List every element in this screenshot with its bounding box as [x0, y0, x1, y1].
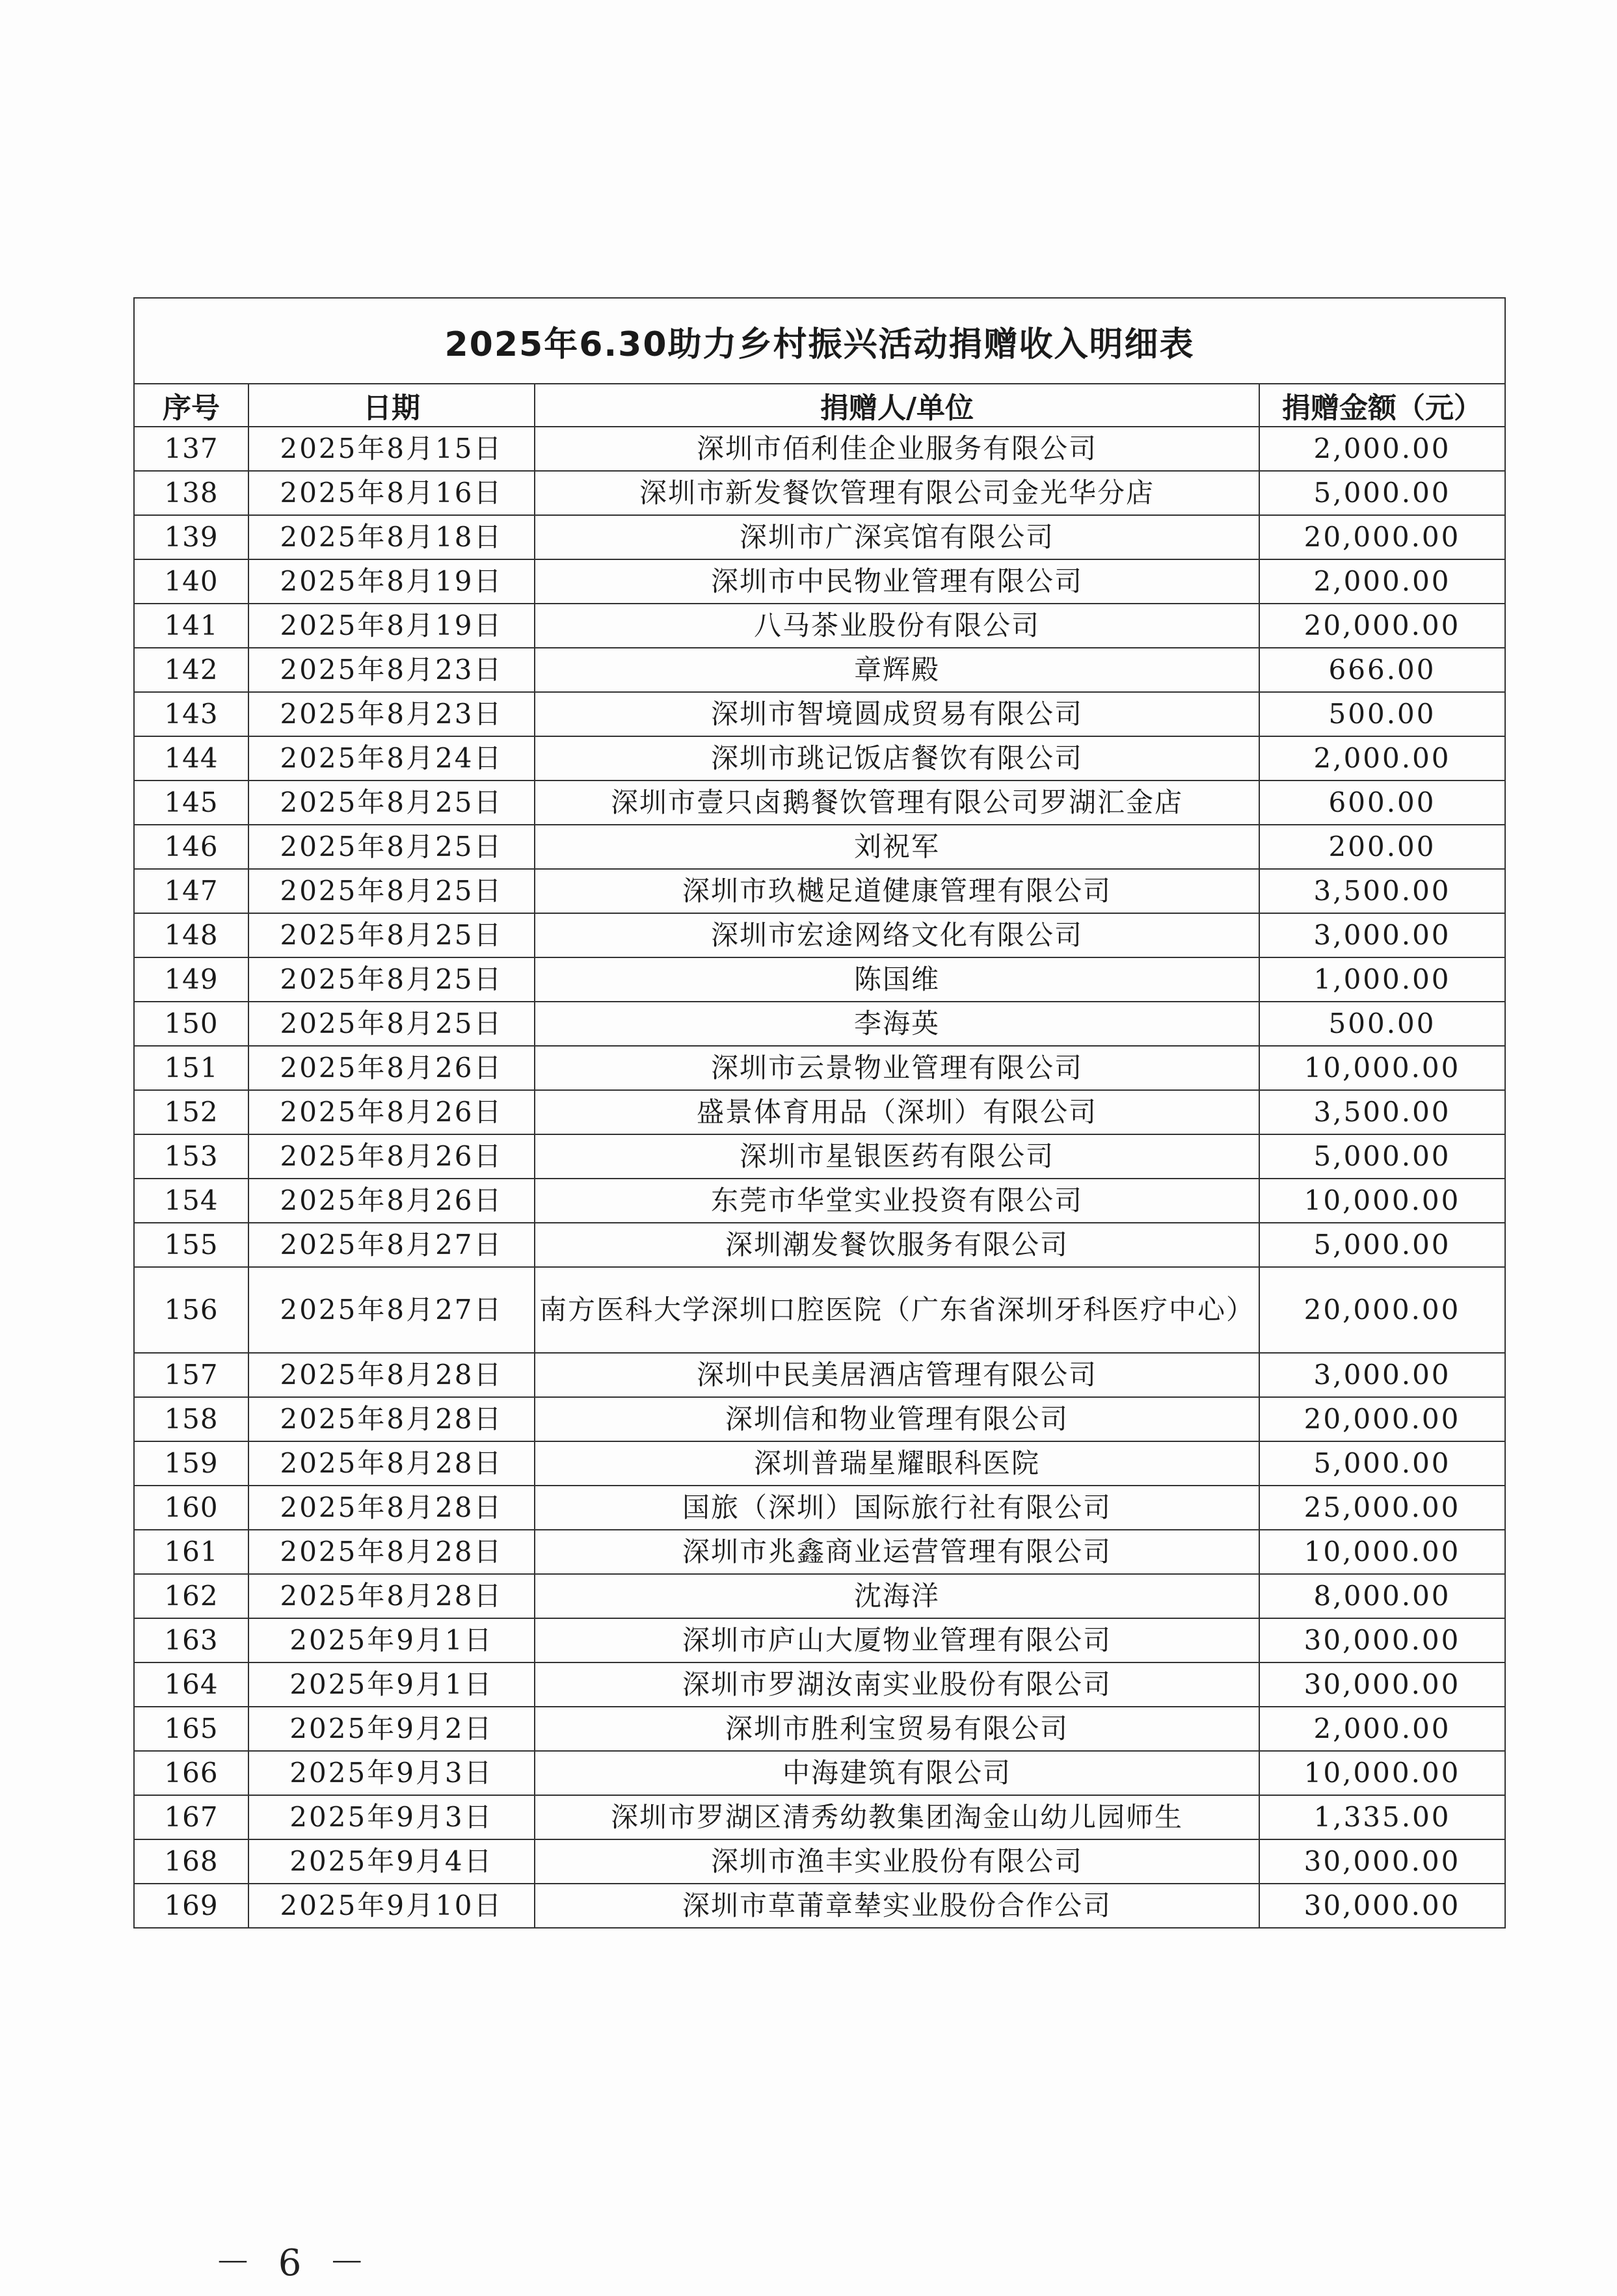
row-donor-cell: 章辉殿 — [535, 648, 1259, 692]
row-seq-cell: 167 — [134, 1795, 248, 1839]
donation-income-table — [133, 297, 1506, 1929]
row-seq-cell: 159 — [134, 1441, 248, 1486]
row-donor-cell: 深圳市智境圆成贸易有限公司 — [535, 692, 1259, 736]
row-seq-cell: 149 — [134, 957, 248, 1002]
row-donor-cell: 陈国维 — [535, 957, 1259, 1002]
row-amount-cell: 600.00 — [1259, 781, 1505, 825]
table-row — [134, 1751, 1505, 1795]
row-amount-cell: 3,000.00 — [1259, 1353, 1505, 1397]
table-row — [134, 1353, 1505, 1397]
row-amount-cell: 10,000.00 — [1259, 1046, 1505, 1090]
table-row — [134, 1662, 1505, 1707]
row-seq-cell: 166 — [134, 1751, 248, 1795]
row-amount-cell: 3,000.00 — [1259, 913, 1505, 957]
row-seq-cell: 143 — [134, 692, 248, 736]
table-row — [134, 1441, 1505, 1486]
row-seq-cell: 145 — [134, 781, 248, 825]
row-seq-cell: 139 — [134, 515, 248, 559]
row-donor-cell: 深圳市渔丰实业股份有限公司 — [535, 1839, 1259, 1884]
table-row — [134, 957, 1505, 1002]
row-amount-cell: 3,500.00 — [1259, 1090, 1505, 1134]
row-date-cell: 2025年9月3日 — [248, 1751, 535, 1795]
row-seq-cell: 165 — [134, 1707, 248, 1751]
row-seq-cell: 142 — [134, 648, 248, 692]
row-date-cell: 2025年8月15日 — [248, 427, 535, 471]
row-amount-cell: 5,000.00 — [1259, 1441, 1505, 1486]
row-amount-cell: 20,000.00 — [1259, 1267, 1505, 1353]
row-date-cell: 2025年8月27日 — [248, 1267, 535, 1353]
table-row — [134, 427, 1505, 471]
row-seq-cell: 147 — [134, 869, 248, 913]
row-amount-cell: 30,000.00 — [1259, 1618, 1505, 1662]
table-body — [134, 427, 1505, 1928]
row-donor-cell: 深圳市中民物业管理有限公司 — [535, 559, 1259, 604]
table-title: 2025年6.30助力乡村振兴活动捐赠收入明细表 — [134, 298, 1505, 384]
table-row — [134, 869, 1505, 913]
row-amount-cell: 200.00 — [1259, 825, 1505, 869]
header-seq: 序号 — [134, 384, 248, 427]
row-donor-cell: 深圳普瑞星耀眼科医院 — [535, 1441, 1259, 1486]
row-donor-cell: 深圳市胜利宝贸易有限公司 — [535, 1707, 1259, 1751]
row-date-cell: 2025年8月28日 — [248, 1574, 535, 1618]
row-donor-cell: 李海英 — [535, 1002, 1259, 1046]
row-date-cell: 2025年8月26日 — [248, 1179, 535, 1223]
table-row — [134, 1134, 1505, 1179]
header-date: 日期 — [248, 384, 535, 427]
row-date-cell: 2025年9月1日 — [248, 1618, 535, 1662]
row-date-cell: 2025年8月25日 — [248, 957, 535, 1002]
table-row — [134, 692, 1505, 736]
row-donor-cell: 深圳市兆鑫商业运营管理有限公司 — [535, 1530, 1259, 1574]
table-row — [134, 515, 1505, 559]
row-amount-cell: 20,000.00 — [1259, 1397, 1505, 1441]
row-date-cell: 2025年8月25日 — [248, 869, 535, 913]
row-donor-cell: 深圳市草莆章辇实业股份合作公司 — [535, 1884, 1259, 1928]
table-row — [134, 1046, 1505, 1090]
donation-table-container — [133, 297, 1504, 1929]
row-amount-cell: 20,000.00 — [1259, 515, 1505, 559]
row-seq-cell: 153 — [134, 1134, 248, 1179]
table-row — [134, 1397, 1505, 1441]
row-donor-cell: 深圳市玖樾足道健康管理有限公司 — [535, 869, 1259, 913]
row-date-cell: 2025年8月16日 — [248, 471, 535, 515]
row-amount-cell: 2,000.00 — [1259, 1707, 1505, 1751]
table-row — [134, 1707, 1505, 1751]
row-donor-cell: 沈海洋 — [535, 1574, 1259, 1618]
row-seq-cell: 138 — [134, 471, 248, 515]
row-donor-cell: 盛景体育用品（深圳）有限公司 — [535, 1090, 1259, 1134]
row-donor-cell: 深圳市佰利佳企业服务有限公司 — [535, 427, 1259, 471]
row-donor-cell: 国旅（深圳）国际旅行社有限公司 — [535, 1486, 1259, 1530]
row-seq-cell: 157 — [134, 1353, 248, 1397]
row-amount-cell: 5,000.00 — [1259, 1134, 1505, 1179]
row-seq-cell: 169 — [134, 1884, 248, 1928]
row-date-cell: 2025年8月23日 — [248, 648, 535, 692]
row-date-cell: 2025年8月18日 — [248, 515, 535, 559]
row-date-cell: 2025年9月4日 — [248, 1839, 535, 1884]
row-donor-cell: 深圳市广深宾馆有限公司 — [535, 515, 1259, 559]
table-row — [134, 1090, 1505, 1134]
row-date-cell: 2025年8月25日 — [248, 781, 535, 825]
row-seq-cell: 160 — [134, 1486, 248, 1530]
row-date-cell: 2025年9月1日 — [248, 1662, 535, 1707]
page-number: － 6 － — [215, 2242, 373, 2284]
row-amount-cell: 500.00 — [1259, 692, 1505, 736]
table-row — [134, 1530, 1505, 1574]
row-donor-cell: 八马茶业股份有限公司 — [535, 604, 1259, 648]
row-donor-cell: 深圳市宏途网络文化有限公司 — [535, 913, 1259, 957]
row-seq-cell: 140 — [134, 559, 248, 604]
row-date-cell: 2025年8月27日 — [248, 1223, 535, 1267]
table-row — [134, 1574, 1505, 1618]
row-amount-cell: 30,000.00 — [1259, 1662, 1505, 1707]
row-date-cell: 2025年8月25日 — [248, 825, 535, 869]
table-row — [134, 559, 1505, 604]
table-row — [134, 825, 1505, 869]
table-row — [134, 1839, 1505, 1884]
row-amount-cell: 2,000.00 — [1259, 559, 1505, 604]
row-donor-cell: 深圳市新发餐饮管理有限公司金光华分店 — [535, 471, 1259, 515]
row-donor-cell: 中海建筑有限公司 — [535, 1751, 1259, 1795]
row-donor-cell: 深圳信和物业管理有限公司 — [535, 1397, 1259, 1441]
row-date-cell: 2025年8月19日 — [248, 604, 535, 648]
table-row — [134, 1795, 1505, 1839]
row-date-cell: 2025年8月23日 — [248, 692, 535, 736]
row-date-cell: 2025年8月28日 — [248, 1530, 535, 1574]
table-row — [134, 1884, 1505, 1928]
table-row — [134, 1223, 1505, 1267]
row-amount-cell: 500.00 — [1259, 1002, 1505, 1046]
row-donor-cell: 深圳市珧记饭店餐饮有限公司 — [535, 736, 1259, 781]
row-seq-cell: 151 — [134, 1046, 248, 1090]
table-row — [134, 1267, 1505, 1353]
row-seq-cell: 162 — [134, 1574, 248, 1618]
row-amount-cell: 666.00 — [1259, 648, 1505, 692]
row-donor-cell: 深圳潮发餐饮服务有限公司 — [535, 1223, 1259, 1267]
row-amount-cell: 3,500.00 — [1259, 869, 1505, 913]
row-amount-cell: 10,000.00 — [1259, 1530, 1505, 1574]
row-donor-cell: 深圳市壹只卤鹅餐饮管理有限公司罗湖汇金店 — [535, 781, 1259, 825]
row-seq-cell: 156 — [134, 1267, 248, 1353]
row-date-cell: 2025年9月2日 — [248, 1707, 535, 1751]
row-amount-cell: 30,000.00 — [1259, 1884, 1505, 1928]
table-row — [134, 913, 1505, 957]
row-seq-cell: 168 — [134, 1839, 248, 1884]
row-date-cell: 2025年8月19日 — [248, 559, 535, 604]
row-seq-cell: 150 — [134, 1002, 248, 1046]
row-seq-cell: 137 — [134, 427, 248, 471]
header-donor: 捐赠人/单位 — [535, 384, 1259, 427]
row-date-cell: 2025年8月25日 — [248, 913, 535, 957]
row-donor-cell: 深圳市罗湖汝南实业股份有限公司 — [535, 1662, 1259, 1707]
row-amount-cell: 5,000.00 — [1259, 471, 1505, 515]
row-donor-cell: 深圳中民美居酒店管理有限公司 — [535, 1353, 1259, 1397]
row-amount-cell: 10,000.00 — [1259, 1751, 1505, 1795]
row-date-cell: 2025年9月3日 — [248, 1795, 535, 1839]
row-seq-cell: 146 — [134, 825, 248, 869]
table-row — [134, 648, 1505, 692]
header-amount: 捐赠金额（元） — [1259, 384, 1505, 427]
row-seq-cell: 144 — [134, 736, 248, 781]
table-row — [134, 1002, 1505, 1046]
row-date-cell: 2025年9月10日 — [248, 1884, 535, 1928]
table-row — [134, 1486, 1505, 1530]
table-row — [134, 1618, 1505, 1662]
row-donor-cell: 南方医科大学深圳口腔医院（广东省深圳牙科医疗中心） — [535, 1267, 1259, 1353]
table-header-row — [134, 384, 1505, 427]
table-row — [134, 604, 1505, 648]
row-amount-cell: 2,000.00 — [1259, 736, 1505, 781]
row-seq-cell: 148 — [134, 913, 248, 957]
row-date-cell: 2025年8月26日 — [248, 1090, 535, 1134]
row-date-cell: 2025年8月26日 — [248, 1134, 535, 1179]
row-amount-cell: 25,000.00 — [1259, 1486, 1505, 1530]
row-seq-cell: 164 — [134, 1662, 248, 1707]
row-seq-cell: 158 — [134, 1397, 248, 1441]
row-donor-cell: 深圳市罗湖区清秀幼教集团淘金山幼儿园师生 — [535, 1795, 1259, 1839]
table-row — [134, 736, 1505, 781]
row-donor-cell: 深圳市云景物业管理有限公司 — [535, 1046, 1259, 1090]
row-amount-cell: 8,000.00 — [1259, 1574, 1505, 1618]
row-date-cell: 2025年8月28日 — [248, 1441, 535, 1486]
row-seq-cell: 141 — [134, 604, 248, 648]
row-donor-cell: 刘祝军 — [535, 825, 1259, 869]
row-seq-cell: 161 — [134, 1530, 248, 1574]
row-date-cell: 2025年8月28日 — [248, 1486, 535, 1530]
row-date-cell: 2025年8月24日 — [248, 736, 535, 781]
row-seq-cell: 152 — [134, 1090, 248, 1134]
table-row — [134, 781, 1505, 825]
row-seq-cell: 154 — [134, 1179, 248, 1223]
row-seq-cell: 155 — [134, 1223, 248, 1267]
table-title-row — [134, 298, 1505, 384]
row-date-cell: 2025年8月28日 — [248, 1397, 535, 1441]
row-amount-cell: 1,335.00 — [1259, 1795, 1505, 1839]
table-row — [134, 1179, 1505, 1223]
row-date-cell: 2025年8月25日 — [248, 1002, 535, 1046]
row-donor-cell: 东莞市华堂实业投资有限公司 — [535, 1179, 1259, 1223]
row-amount-cell: 2,000.00 — [1259, 427, 1505, 471]
row-amount-cell: 10,000.00 — [1259, 1179, 1505, 1223]
row-date-cell: 2025年8月26日 — [248, 1046, 535, 1090]
row-amount-cell: 20,000.00 — [1259, 604, 1505, 648]
row-amount-cell: 1,000.00 — [1259, 957, 1505, 1002]
row-donor-cell: 深圳市庐山大厦物业管理有限公司 — [535, 1618, 1259, 1662]
row-amount-cell: 30,000.00 — [1259, 1839, 1505, 1884]
row-donor-cell: 深圳市星银医药有限公司 — [535, 1134, 1259, 1179]
table-row — [134, 471, 1505, 515]
row-seq-cell: 163 — [134, 1618, 248, 1662]
row-date-cell: 2025年8月28日 — [248, 1353, 535, 1397]
row-amount-cell: 5,000.00 — [1259, 1223, 1505, 1267]
